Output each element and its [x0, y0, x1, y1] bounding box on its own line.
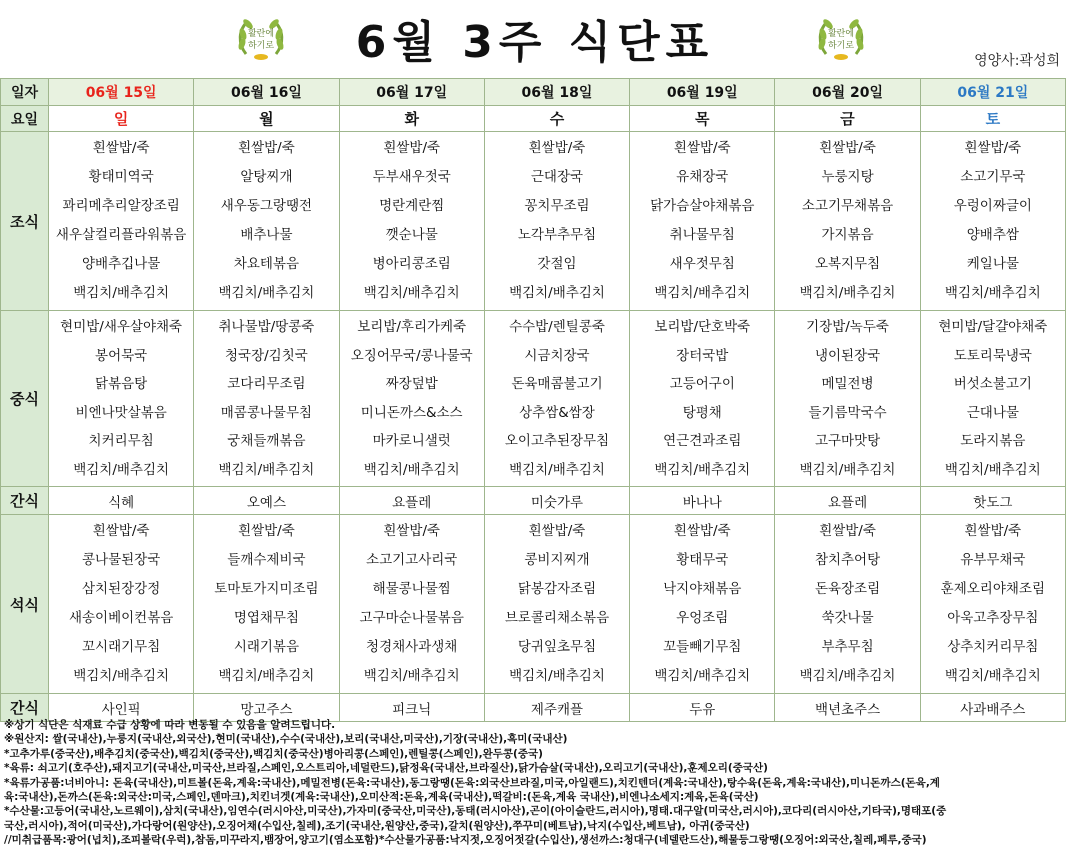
- menu-item: 연근견과조림: [663, 433, 742, 449]
- weekday-cell: 금: [775, 106, 920, 132]
- menu-item: 흰쌀밥/죽: [528, 523, 586, 539]
- menu-item: 돈육매콤불고기: [511, 376, 603, 392]
- breakfast-cell: [920, 132, 1065, 311]
- weekday-cell: 목: [630, 106, 775, 132]
- wreath-logo-icon: [812, 10, 870, 68]
- breakfast-cell: [630, 132, 775, 311]
- date-cell: 06월 21일: [920, 79, 1065, 106]
- menu-item: 현미밥/새우살야채죽: [60, 319, 183, 335]
- menu-item: 삼치된장강정: [82, 581, 161, 597]
- breakfast-label: 조식: [1, 132, 49, 311]
- menu-item: 참치추어탕: [814, 552, 881, 568]
- menu-item: 훈제오리야채조림: [940, 581, 1045, 597]
- menu-item: 백김치/배추김치: [363, 285, 460, 301]
- menu-item: 낙지야채볶음: [663, 581, 742, 597]
- page-header: [0, 0, 1070, 76]
- lunch-cell: [49, 311, 194, 487]
- note-line: 국산,러시아),적어(미국산),가다랑어(원양산),오징어채(수입산,칠레),조기(국내산,원양산,중국),갈치(원양산),쭈꾸미(베트남),낙지(수입산,베트남), 아귀(중국산): [4, 819, 750, 832]
- menu-item: 고등어구이: [669, 376, 735, 392]
- menu-item: 짜장덮밥: [385, 376, 438, 392]
- menu-item: 콩비지찌개: [524, 552, 590, 568]
- menu-item: 콩나물된장국: [82, 552, 161, 568]
- menu-item: 병아리콩조림: [372, 256, 451, 272]
- menu-item: 노각부추무침: [517, 227, 597, 243]
- date-cell: 06월 17일: [339, 79, 484, 106]
- menu-item: 코다리무조림: [227, 376, 306, 392]
- menu-item: 새송이베이컨볶음: [68, 610, 174, 626]
- menu-item: 닭볶음탕: [95, 376, 148, 392]
- menu-item: 백김치/배추김치: [654, 668, 751, 684]
- lunch-label: 중식: [1, 311, 49, 487]
- dinner-cell: [484, 515, 629, 694]
- date-row: [1, 79, 1066, 106]
- note-line: 육:국내산),돈까스(돈육:외국산:미국,스페인,덴마크),치킨너겟(계육:국내산),오미산적:돈육,계육(국내산),떡갈비:(돈육,계육 국내산),비엔나소세지:계육,돈육(국산): [4, 791, 759, 804]
- svg-text:하기로: 하기로: [247, 41, 275, 51]
- menu-item: 부추무침: [821, 639, 874, 655]
- menu-item: 황태무국: [676, 552, 729, 568]
- note-line: ※원산지: 쌀(국내산),누룽지(국내산,외국산),현미(국내산),수수(국내산),보리(국내산,미국산),기장(국내산),흑미(국내산): [4, 733, 568, 746]
- menu-item: 갓절임: [537, 256, 577, 272]
- menu-item: 백김치/배추김치: [363, 668, 460, 684]
- date-cell: 06월 18일: [484, 79, 629, 106]
- lunch-cell: [484, 311, 629, 487]
- menu-item: 봉어묵국: [95, 347, 148, 364]
- dinner-row: [1, 515, 1066, 694]
- snack-row-1: [1, 487, 1066, 515]
- breakfast-cell: [49, 132, 194, 311]
- menu-item: 보리밥/단호박죽: [654, 319, 751, 335]
- lunch-cell: [194, 311, 339, 487]
- breakfast-cell: [775, 132, 920, 311]
- note-line: *육류가공품:너비아니: 돈육(국내산),미트볼(돈육,계육:국내산),메밀전병(돈육:국내산),동그랑땡(돈육:외국산브라질,미국,아일랜드),치킨텐더(계육:국내산),탕수육(돈육,계육:국내산),미니돈까스(돈육,계: [4, 776, 940, 789]
- menu-item: 백김치/배추김치: [654, 461, 751, 478]
- menu-item: 미니돈까스&소스: [360, 404, 463, 421]
- menu-item: 오복지무침: [814, 256, 881, 272]
- menu-item: 비엔나맛살볶음: [75, 404, 167, 421]
- snack-label: 간식: [1, 694, 49, 722]
- menu-item: 명엽채무침: [233, 610, 300, 626]
- menu-item: 청경채사과생채: [366, 639, 458, 655]
- menu-item: 흰쌀밥/죽: [238, 140, 295, 156]
- origin-notes: [4, 718, 1066, 848]
- menu-item: 흰쌀밥/죽: [819, 140, 876, 156]
- menu-item: 누룽지탕: [821, 169, 874, 185]
- dinner-cell: [920, 515, 1065, 694]
- menu-item: 고구마순나물볶음: [359, 610, 464, 626]
- snack-cell: 제주캐플: [484, 694, 629, 722]
- note-line: *고추가루(중국산),배추김치(중국산),백김치(중국산),백김치(중국산)병아리콩(스페인),렌틸콩(스페인),완두콩(중국): [4, 747, 543, 760]
- menu-item: 두부새우젓국: [372, 169, 451, 185]
- menu-item: 보리밥/후리가케죽: [357, 319, 467, 335]
- lunch-row: [1, 311, 1066, 487]
- snack-cell: 바나나: [630, 487, 775, 515]
- menu-item: 흰쌀밥/죽: [92, 523, 150, 539]
- lunch-cell: [775, 311, 920, 487]
- menu-item: 아욱고추장무침: [947, 610, 1039, 626]
- menu-item: 흰쌀밥/죽: [673, 140, 731, 156]
- menu-item: 상추쌈&쌈장: [519, 404, 595, 421]
- menu-item: 백김치/배추김치: [799, 668, 896, 684]
- menu-item: 청국장/김칫국: [225, 347, 308, 364]
- menu-item: 백김치/배추김치: [73, 668, 170, 684]
- menu-item: 수수밥/렌틸콩죽: [509, 319, 605, 335]
- date-label: 일자: [1, 79, 49, 106]
- menu-item: 취나물밥/땅콩죽: [218, 319, 315, 335]
- menu-item: 케일나물: [966, 256, 1019, 272]
- menu-item: 도토리묵냉국: [953, 347, 1032, 364]
- weekday-cell: 토: [920, 106, 1065, 132]
- lunch-cell: [630, 311, 775, 487]
- snack-cell: 두유: [630, 694, 775, 722]
- menu-item: 메밀전병: [821, 376, 874, 392]
- dinner-cell: [49, 515, 194, 694]
- menu-item: 도라지볶음: [960, 433, 1026, 449]
- weekday-cell: 수: [484, 106, 629, 132]
- menu-item: 토마토가지미조림: [214, 581, 319, 597]
- date-cell: 06월 19일: [630, 79, 775, 106]
- menu-item: 냉이된장국: [814, 347, 881, 364]
- menu-item: 소고기고사리국: [366, 552, 458, 568]
- menu-item: 깻순나물: [385, 227, 438, 243]
- menu-item: 시래기볶음: [233, 639, 300, 655]
- menu-item: 오징어무국/콩나물국: [350, 347, 473, 364]
- menu-item: 백김치/배추김치: [944, 285, 1041, 301]
- snack-cell: 백년초주스: [775, 694, 920, 722]
- nutritionist-name: 영양사:곽성희: [974, 53, 1060, 69]
- lunch-cell: [339, 311, 484, 487]
- date-cell: 06월 15일: [49, 79, 194, 106]
- weekday-cell: 화: [339, 106, 484, 132]
- menu-item: 소고기무채볶음: [801, 198, 894, 214]
- menu-item: 소고기무국: [960, 169, 1026, 185]
- note-line: *수산물:고등어(국내산,노르웨이),삼치(국내산),임연수(러시아산,미국산),가자미(중국산,미국산),동태(러시아산),곤이(아이슬란드,러시아),명태.대구알(미국산,러시아),코다리(러시아산,기타국),명태포(중: [4, 805, 947, 818]
- menu-item: 우엉조림: [676, 610, 729, 626]
- menu-item: 장터국밥: [676, 347, 729, 364]
- menu-item: 닭가슴살야채볶음: [650, 198, 755, 214]
- menu-item: 흰쌀밥/죽: [964, 523, 1022, 539]
- snack-cell: 피크닉: [339, 694, 484, 722]
- svg-text:활란에: 활란에: [827, 29, 855, 39]
- dinner-cell: [339, 515, 484, 694]
- weekday-cell: 월: [194, 106, 339, 132]
- snack-cell: 오예스: [194, 487, 339, 515]
- menu-item: 양배추쌈: [966, 227, 1019, 243]
- date-cell: 06월 16일: [194, 79, 339, 106]
- menu-item: 가지볶음: [821, 227, 874, 243]
- menu-item: 양배추깁나물: [82, 256, 161, 272]
- menu-item: 백김치/배추김치: [799, 461, 896, 478]
- menu-item: 차요테볶음: [233, 256, 300, 272]
- menu-item: 매콤콩나물무침: [220, 404, 313, 421]
- menu-item: 닭봉감자조림: [517, 581, 597, 597]
- dinner-cell: [630, 515, 775, 694]
- menu-item: 유부무채국: [960, 552, 1026, 568]
- menu-item: 황태미역국: [88, 169, 154, 185]
- note-line: *육류: 쇠고기(호주산),돼지고기(국내산,미국산,브라질,스페인,오스트리아,네덜란드),닭정육(국내산,브라질산),닭가슴살(국내산),오리고기(국내산),훈제오리(중국산): [4, 762, 768, 775]
- menu-item: 백김치/배추김치: [509, 285, 605, 301]
- menu-item: 브로콜리채소볶음: [504, 610, 610, 626]
- menu-item: 흰쌀밥/죽: [673, 523, 731, 539]
- menu-item: 당귀잎초무침: [517, 639, 597, 655]
- breakfast-cell: [194, 132, 339, 311]
- menu-item: 꼬들빼기무침: [663, 639, 742, 655]
- meal-plan-table: [0, 78, 1066, 722]
- snack-cell: 요플레: [339, 487, 484, 515]
- menu-item: 꼬시래기무침: [82, 639, 161, 655]
- snack-cell: 요플레: [775, 487, 920, 515]
- snack-cell: 미숫가루: [484, 487, 629, 515]
- menu-item: 흰쌀밥/죽: [528, 140, 586, 156]
- menu-item: 시금치장국: [524, 347, 590, 364]
- menu-item: 백김치/배추김치: [509, 461, 605, 478]
- menu-item: 백김치/배추김치: [218, 668, 315, 684]
- svg-text:하기로: 하기로: [827, 41, 855, 51]
- svg-text:활란에: 활란에: [247, 29, 275, 39]
- menu-item: 흰쌀밥/죽: [238, 523, 295, 539]
- dinner-label: 석식: [1, 515, 49, 694]
- menu-item: 근대장국: [530, 169, 584, 185]
- menu-item: 기장밥/녹두죽: [806, 319, 889, 335]
- menu-item: 백김치/배추김치: [218, 285, 315, 301]
- menu-item: 들깨수제비국: [227, 552, 306, 568]
- menu-item: 백김치/배추김치: [218, 461, 315, 478]
- menu-item: 백김치/배추김치: [73, 461, 170, 478]
- menu-item: 유채장국: [676, 169, 729, 185]
- snack-cell: 사인픽: [49, 694, 194, 722]
- menu-item: 새우동그랑땡전: [220, 198, 313, 214]
- snack-cell: 사과배주스: [920, 694, 1065, 722]
- menu-item: 흰쌀밥/죽: [964, 140, 1022, 156]
- snack-label: 간식: [1, 487, 49, 515]
- page-title: 6월 3주 식단표: [355, 17, 715, 68]
- menu-item: 알탕찌개: [240, 169, 293, 185]
- menu-item: 탕평채: [682, 404, 722, 421]
- weekday-row: [1, 106, 1066, 132]
- logo-right: [812, 10, 870, 68]
- menu-item: 흰쌀밥/죽: [383, 523, 441, 539]
- menu-item: 백김치/배추김치: [944, 668, 1041, 684]
- menu-item: 새우살컬리플라워볶음: [55, 227, 187, 243]
- weekday-cell: 일: [49, 106, 194, 132]
- menu-item: 버섯소불고기: [953, 376, 1032, 392]
- menu-item: 꽁치무조림: [524, 198, 590, 214]
- snack-cell: 식혜: [49, 487, 194, 515]
- menu-item: 백김치/배추김치: [73, 285, 170, 301]
- date-cell: 06월 20일: [775, 79, 920, 106]
- menu-item: 새우젓무침: [669, 256, 735, 272]
- menu-item: 고구마맛탕: [814, 433, 881, 449]
- menu-item: 취나물무침: [669, 227, 735, 243]
- weekday-label: 요일: [1, 106, 49, 132]
- menu-item: 마카로니샐럿: [372, 433, 451, 449]
- menu-item: 흰쌀밥/죽: [92, 140, 150, 156]
- menu-item: 우렁이짜글이: [953, 198, 1032, 214]
- breakfast-cell: [339, 132, 484, 311]
- menu-item: 현미밥/달걀야채죽: [938, 319, 1048, 335]
- menu-item: 궁채들깨볶음: [227, 433, 306, 449]
- menu-item: 배추나물: [240, 227, 293, 243]
- menu-item: 오이고추된장무침: [504, 433, 610, 449]
- menu-item: 백김치/배추김치: [363, 461, 460, 478]
- menu-item: 쑥갓나물: [821, 610, 874, 626]
- menu-item: 백김치/배추김치: [944, 461, 1041, 478]
- menu-item: 백김치/배추김치: [654, 285, 751, 301]
- snack-cell: 망고주스: [194, 694, 339, 722]
- menu-item: 들기름막국수: [808, 404, 887, 421]
- lunch-cell: [920, 311, 1065, 487]
- menu-item: 흰쌀밥/죽: [819, 523, 876, 539]
- dinner-cell: [194, 515, 339, 694]
- snack-cell: 핫도그: [920, 487, 1065, 515]
- breakfast-row: [1, 132, 1066, 311]
- breakfast-cell: [484, 132, 629, 311]
- dinner-cell: [775, 515, 920, 694]
- note-line: //미취급품목:광어(넙치),조피볼락(우럭),참돔,미꾸라지,뱀장어,양고기(염소포함)*수산물가공품:낙지젓,오징어젓갈(수입산),생선까스:청대구(네델란드산),해물등그랑땡(오징어:외국산,칠레,페루,중국): [4, 834, 927, 847]
- menu-item: 백김치/배추김치: [509, 668, 605, 684]
- menu-item: 근대나물: [966, 404, 1019, 421]
- menu-item: 해물콩나물찜: [372, 581, 451, 597]
- menu-item: 상추치커리무침: [947, 639, 1039, 655]
- menu-item: 치커리무침: [88, 433, 154, 449]
- menu-item: 명란계란찜: [379, 198, 445, 214]
- menu-item: 돈육장조림: [814, 581, 881, 597]
- menu-item: 흰쌀밥/죽: [383, 140, 441, 156]
- menu-item: 꽈리메추리알장조림: [62, 198, 180, 214]
- note-line: ※상기 식단은 식재료 수급 상황에 따라 변동될 수 있음을 알려드립니다.: [4, 719, 336, 731]
- menu-item: 백김치/배추김치: [799, 285, 896, 301]
